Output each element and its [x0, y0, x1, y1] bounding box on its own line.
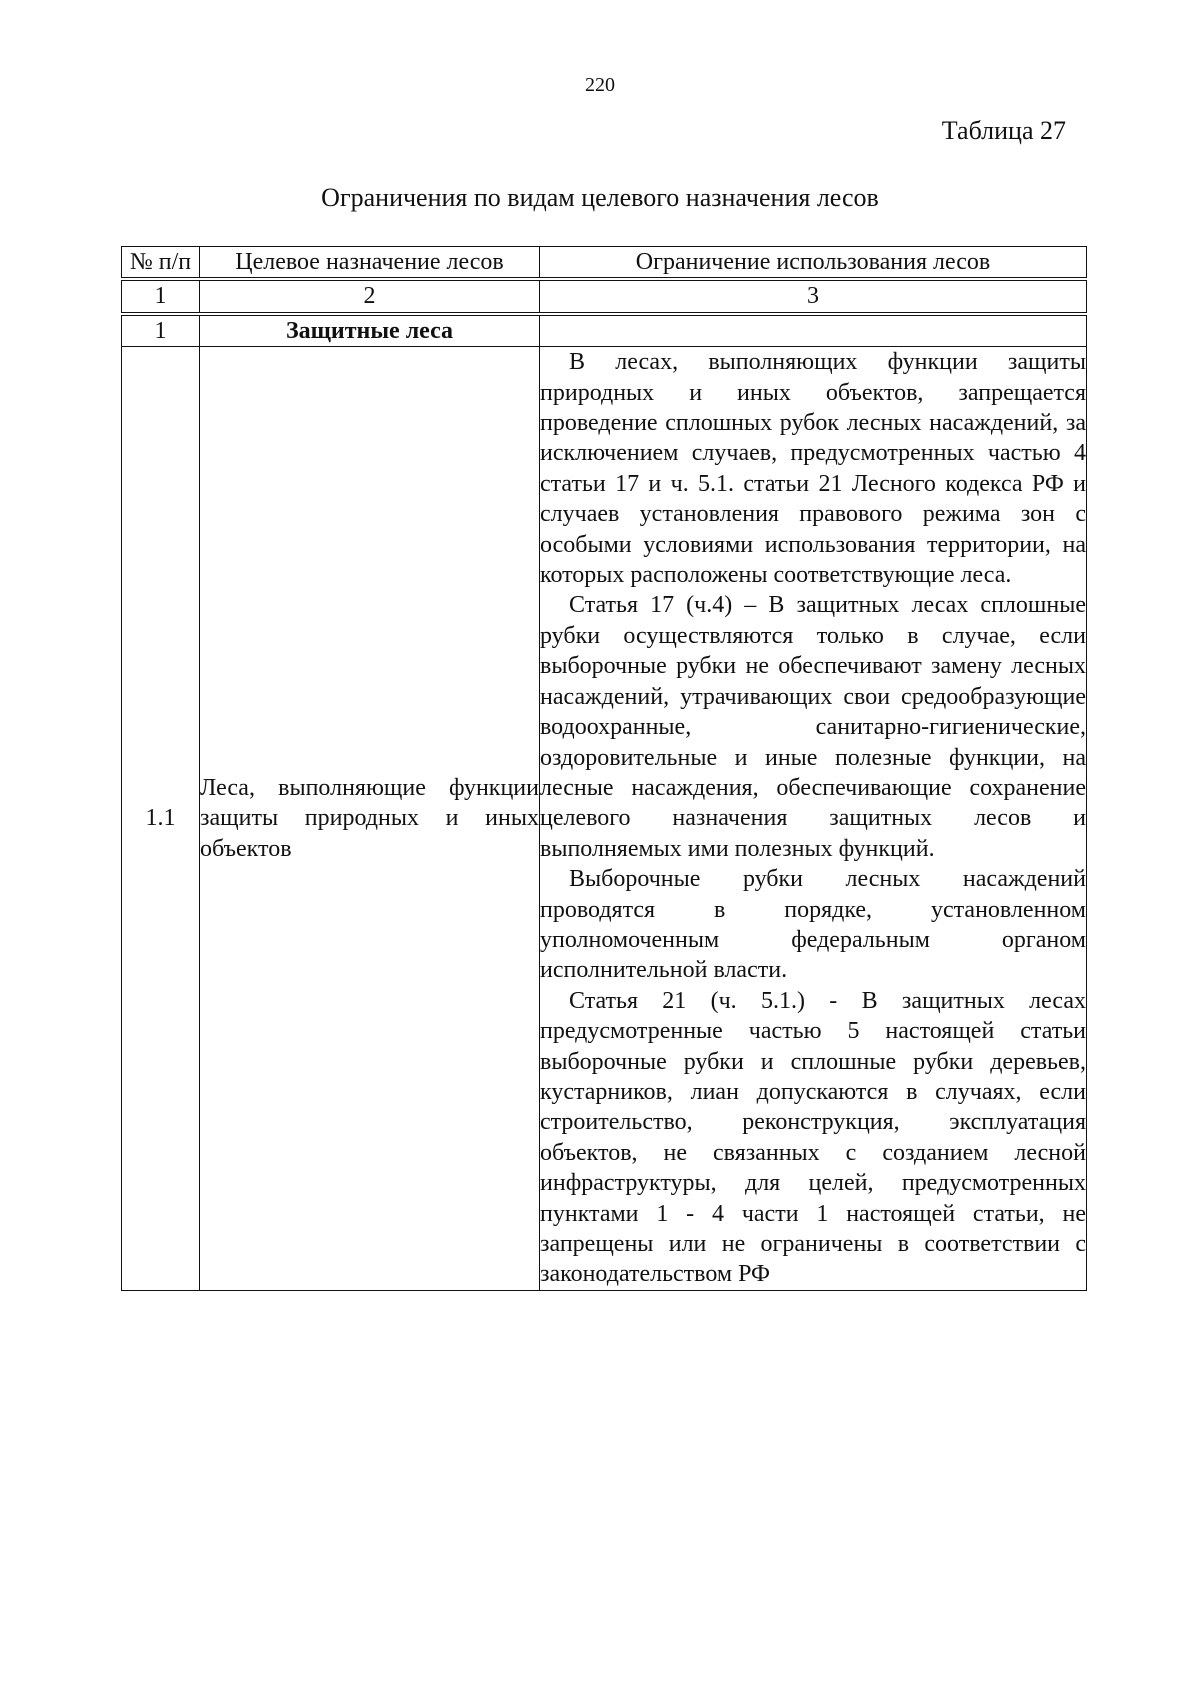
- section-restriction: [540, 314, 1087, 347]
- table-label: Таблица 27: [941, 116, 1066, 145]
- row-number: 1.1: [122, 347, 200, 1291]
- section-row: [122, 314, 1087, 347]
- table-row: [122, 347, 1087, 1291]
- restriction-paragraph: Статья 17 (ч.4) – В защитных лесах сплошные рубки осуществляются только в случае, если выборочные рубки не обеспечивают замену лесных насаждений, утрачивающих свои средообразующие водоохранные, санитарно-гигиенические, оздоровительные и иные полезные функции, на лесные насаждения, обеспечивающие сохранение целевого назначения защитных лесов и выполняемых ими полезных функций.: [540, 592, 1086, 862]
- table-title: Ограничения по видам целевого назначения лесов: [321, 183, 879, 212]
- page-number: 220: [585, 74, 615, 96]
- section-number: 1: [122, 314, 200, 347]
- row-restriction: [540, 347, 1087, 1291]
- column-number-row: [122, 279, 1087, 313]
- row-purpose: Леса, выполняющие функции защиты природных и иных объектов: [200, 347, 540, 1291]
- restriction-paragraph: Выборочные рубки лесных насаждений проводятся в порядке, установленном уполномоченным федеральным органом исполнительной власти.: [540, 866, 1086, 984]
- restrictions-table: [121, 246, 1087, 1291]
- table-header-row: [122, 247, 1087, 280]
- header-restriction: Ограничение использования лесов: [540, 247, 1087, 280]
- column-number-2: 2: [200, 279, 540, 313]
- restriction-paragraph: В лесах, выполняющих функции защиты природных и иных объектов, запрещается проведение сплошных рубок лесных насаждений, за исключением случаев, предусмотренных частью 4 статьи 17 и ч. 5.1. статьи 21 Лесного кодекса РФ и случаев установления правового режима зон с особыми условиями использования территории, на которых расположены соответствующие леса.: [540, 349, 1086, 589]
- column-number-3: 3: [540, 279, 1087, 313]
- header-purpose: Целевое назначение лесов: [200, 247, 540, 280]
- restriction-paragraph: Статья 21 (ч. 5.1.) - В защитных лесах предусмотренные частью 5 настоящей статьи выборочные рубки и сплошные рубки деревьев, кустарников, лиан допускаются в случаях, если строительство, реконструкция, эксплуатация объектов, не связанных с созданием лесной инфраструктуры, для целей, предусмотренных пунктами 1 - 4 части 1 настоящей статьи, не запрещены или не ограничены в соответствии с законодательством РФ: [540, 987, 1086, 1288]
- column-number-1: 1: [122, 279, 200, 313]
- section-name: Защитные леса: [200, 314, 540, 347]
- header-number: № п/п: [122, 247, 200, 280]
